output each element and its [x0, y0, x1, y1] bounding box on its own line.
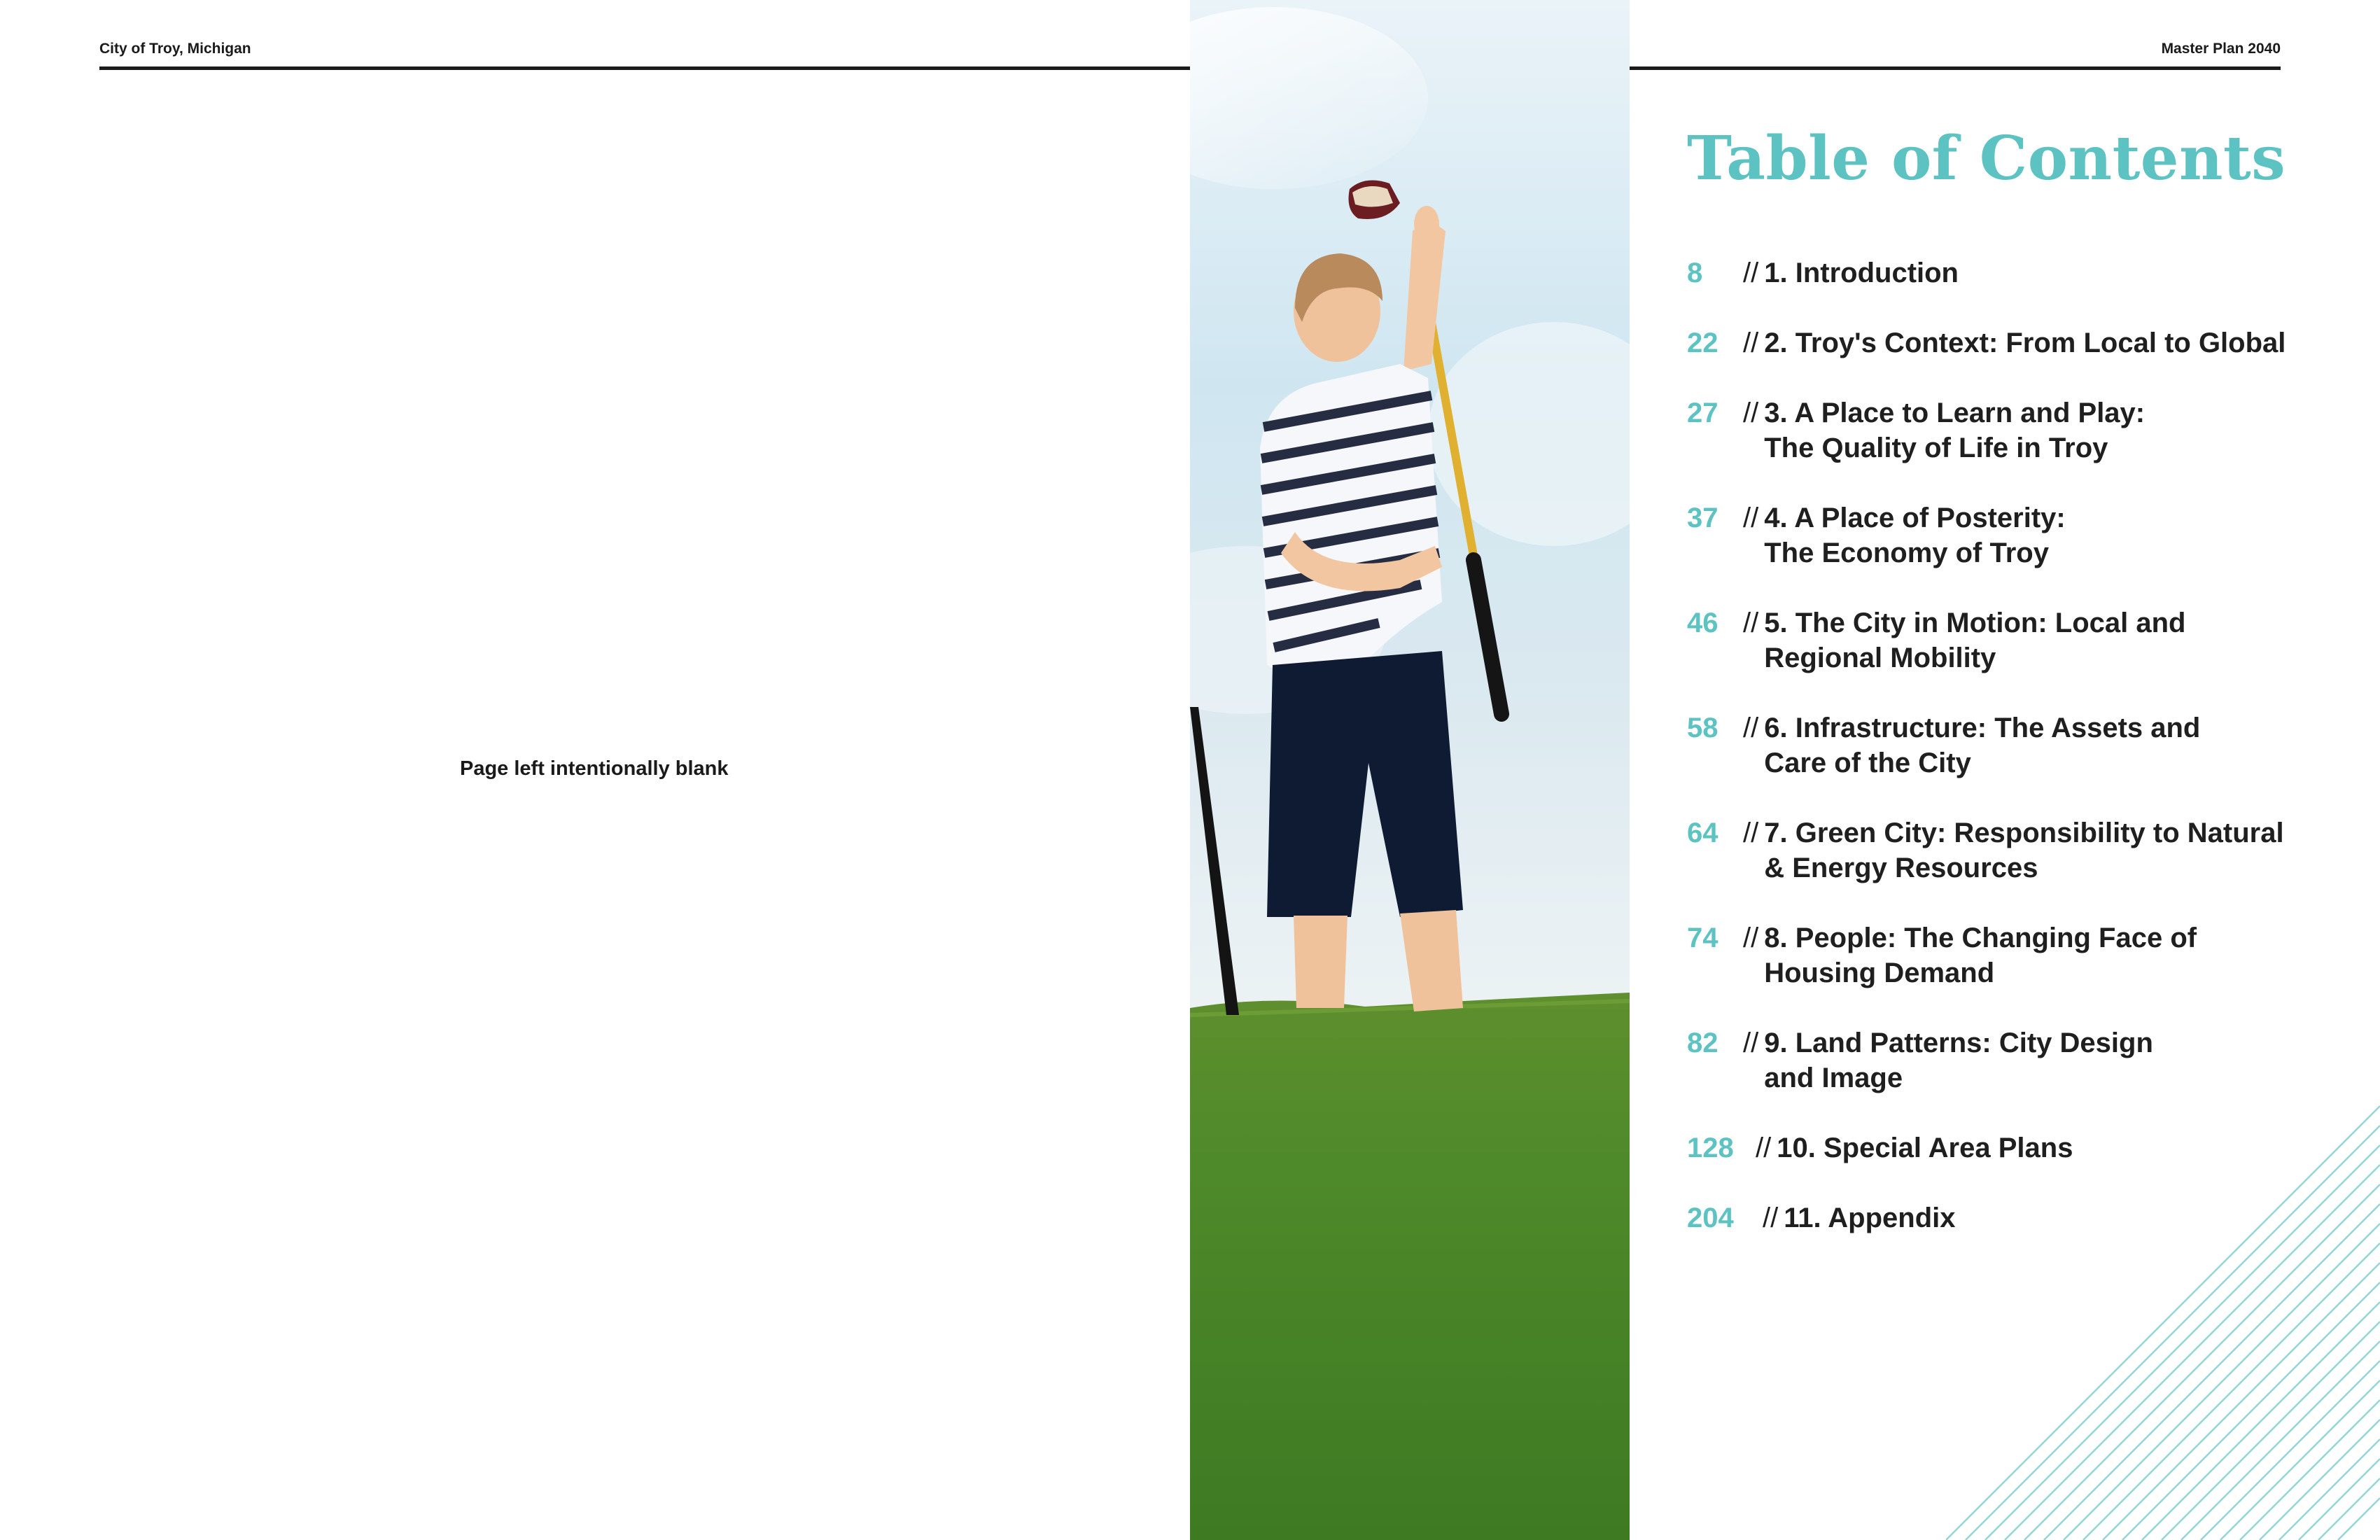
toc-page-number: 37 — [1687, 503, 1718, 533]
toc-entry-title: 2. Troy's Context: From Local to Global — [1764, 328, 2286, 358]
toc-separator: // — [1756, 1133, 1772, 1163]
toc-page-number: 204 — [1687, 1203, 1734, 1233]
toc-separator: // — [1743, 1028, 1759, 1058]
header-document-title: City of Troy, Michigan — [99, 41, 251, 57]
toc-entry-title: 3. A Place to Learn and Play: The Quality of Life in Troy — [1764, 398, 2146, 463]
toc-entry-title: 8. People: The Changing Face of Housing Demand — [1764, 923, 2197, 988]
toc-entry-title: 4. A Place of Posterity: The Economy of Troy — [1764, 503, 2066, 568]
toc-entry-title: 1. Introduction — [1764, 258, 1959, 288]
toc-title: Table of Contents — [1687, 123, 2286, 194]
toc-separator: // — [1743, 503, 1759, 533]
toc-entry[interactable] — [1687, 255, 1959, 290]
toc-separator: // — [1743, 818, 1759, 848]
toc-separator: // — [1743, 328, 1759, 358]
toc-entry-title: 6. Infrastructure: The Assets and Care of the City — [1764, 713, 2201, 778]
toc-page-number: 8 — [1687, 258, 1703, 288]
toc-separator: // — [1743, 923, 1759, 953]
toc-page-number: 128 — [1687, 1133, 1734, 1163]
toc-entry[interactable] — [1687, 396, 2145, 465]
toc-page-number: 22 — [1687, 328, 1718, 358]
toc-page-number: 46 — [1687, 608, 1718, 638]
toc-entry-title: 9. Land Patterns: City Design and Image — [1764, 1028, 2153, 1093]
toc-entry-title: 5. The City in Motion: Local and Regional Mobility — [1764, 608, 2186, 673]
toc-separator: // — [1743, 398, 1759, 428]
toc-entry[interactable] — [1687, 1200, 1956, 1236]
toc-entry[interactable] — [1687, 920, 2197, 990]
photo-illustration — [1190, 0, 1630, 1540]
toc-separator: // — [1743, 608, 1759, 638]
toc-page-number: 27 — [1687, 398, 1718, 428]
toc-page-number: 64 — [1687, 818, 1718, 848]
toc-entry[interactable] — [1687, 710, 2200, 780]
toc-separator: // — [1743, 713, 1759, 743]
toc-entry[interactable] — [1687, 816, 2284, 886]
toc-entry[interactable] — [1687, 326, 2286, 360]
toc-entry-title: 11. Appendix — [1784, 1203, 1956, 1233]
toc-entry-title: 7. Green City: Responsibility to Natural & Energy Resources — [1764, 818, 2284, 883]
header-plan-title: Master Plan 2040 — [2161, 41, 2281, 57]
toc-entry[interactable] — [1687, 606, 2185, 676]
toc-entry[interactable] — [1687, 500, 2066, 570]
toc-separator: // — [1763, 1203, 1779, 1233]
diagonal-hatch-decoration — [1946, 1008, 2380, 1540]
blank-page-note: Page left intentionally blank — [460, 757, 729, 780]
boy-golfer-photo — [1190, 0, 1630, 1540]
toc-page-number: 58 — [1687, 713, 1718, 743]
toc-page-number: 82 — [1687, 1028, 1718, 1058]
toc-page-number: 74 — [1687, 923, 1718, 953]
toc-separator: // — [1743, 258, 1759, 288]
toc-entry-title: 10. Special Area Plans — [1777, 1133, 2073, 1163]
